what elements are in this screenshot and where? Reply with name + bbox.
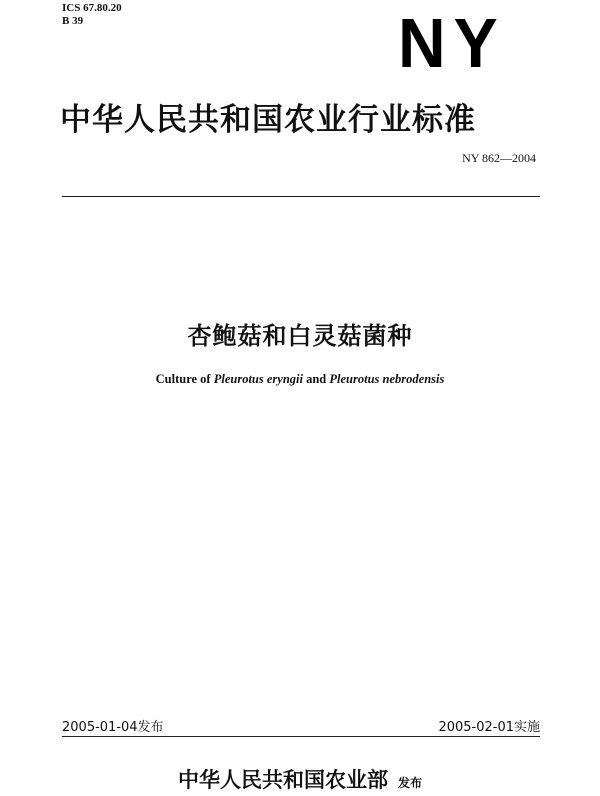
publisher <box>0 764 600 794</box>
publisher-name: 中华人民共和国农业部 <box>177 768 388 792</box>
classification-codes <box>62 2 122 28</box>
ics-code: ICS 67.80.20 <box>62 2 122 14</box>
title-english-species-2: Pleurotus nebrodensis <box>329 372 445 386</box>
standard-category: 中华人民共和国农业行业标准 <box>60 102 476 138</box>
ny-logo: NY <box>398 4 506 82</box>
footer-divider <box>62 736 540 737</box>
title-english-prefix: Culture of <box>155 372 214 386</box>
issue-date: 2005-01-04发布 <box>62 720 164 735</box>
publisher-issue-label: 发布 <box>397 776 422 790</box>
title-english-and: and <box>302 372 330 386</box>
title-english-species-1: Pleurotus eryngii <box>213 372 303 386</box>
standard-number: NY 862—2004 <box>462 151 536 165</box>
document-title-english <box>0 372 600 387</box>
header-divider <box>62 196 540 197</box>
implementation-date: 2005-02-01实施 <box>438 720 540 735</box>
ccs-code: B 39 <box>62 15 84 27</box>
document-title-chinese: 杏鲍菇和白灵菇菌种 <box>187 322 413 350</box>
